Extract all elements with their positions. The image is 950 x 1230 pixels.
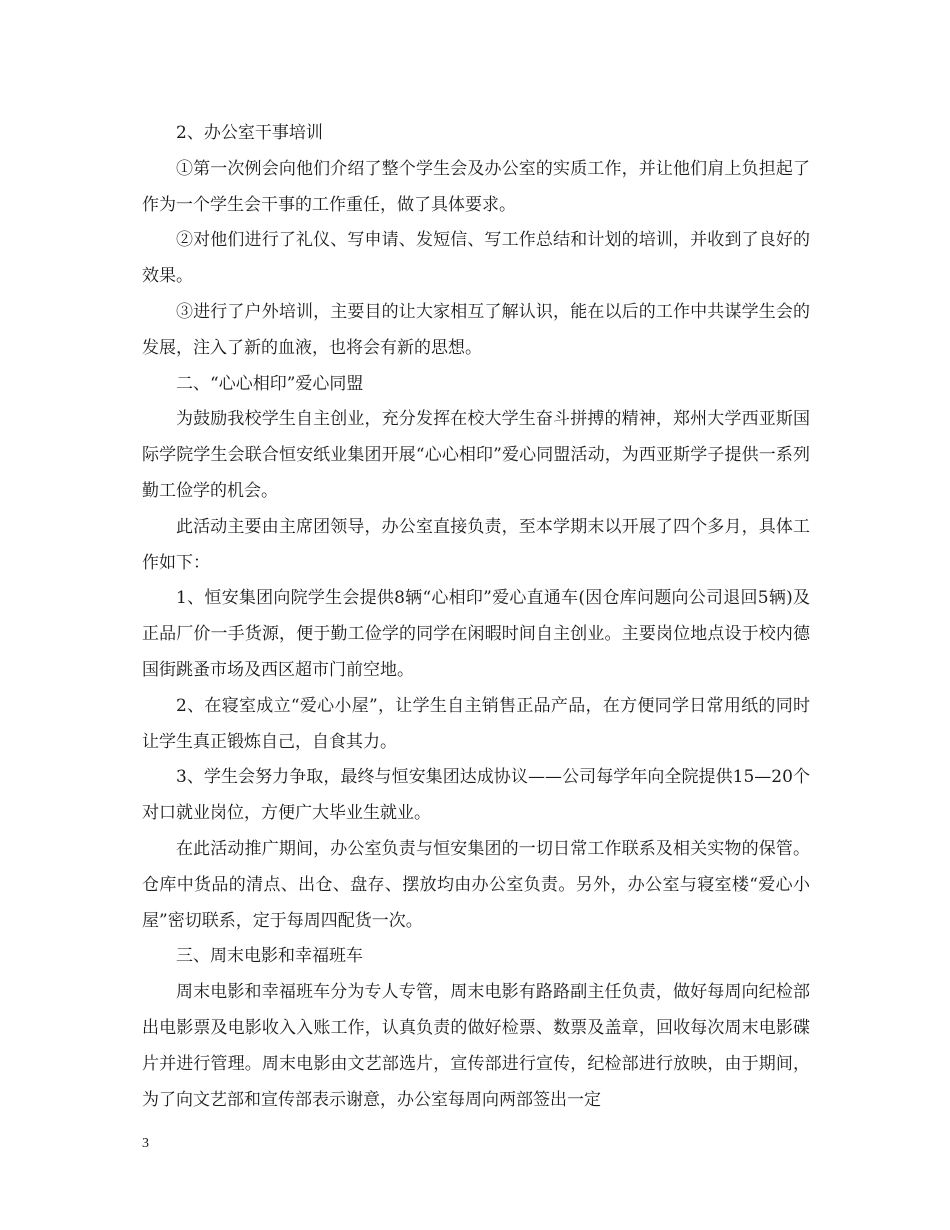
section-heading-weekend-movie: 三、周末电影和幸福班车 xyxy=(176,946,363,967)
paragraph: 在此活动推广期间，办公室负责与恒安集团的一切日常工作联系及相关实物的保管。仓库中货品的清点、出仓、盘存、摆放均由办公室负责。另外，办公室与寝室楼“爱心小屋”密切联系，定于每周四配货一次。 xyxy=(142,838,810,931)
section-heading-love-alliance: 二、“心心相印”爱心同盟 xyxy=(176,373,364,394)
paragraph: 3、学生会努力争取，最终与恒安集团达成协议——公司每学年向全院提供15—20个对口就业岗位，方便广大毕业生就业。 xyxy=(142,767,810,824)
paragraph: ②对他们进行了礼仪、写申请、发短信、写工作总结和计划的培训，并收到了良好的效果。 xyxy=(142,230,810,287)
paragraph: 周末电影和幸福班车分为专人专管，周末电影有路路副主任负责，做好每周向纪检部出电影票及电影收入入账工作，认真负责的做好检票、数票及盖章，回收每次周末电影碟片并进行管理。周末电影由文艺部选片，宣传部进行宣传，纪检部进行放映，由于期间，为了向文艺部和宣传部表示谢意，办公室每周向两部签出一定 xyxy=(142,982,810,1110)
paragraph: 此活动主要由主席团领导，办公室直接负责，至本学期末以开展了四个多月，具体工作如下： xyxy=(142,516,810,573)
paragraph: 为鼓励我校学生自主创业，充分发挥在校大学生奋斗拼搏的精神，郑州大学西亚斯国际学院学生会联合恒安纸业集团开展“心心相印”爱心同盟活动，为西亚斯学子提供一系列勤工俭学的机会。 xyxy=(142,409,810,501)
paragraph: 2、在寝室成立“爱心小屋”，让学生自主销售正品产品，在方便同学日常用纸的同时让学生真正锻炼自己，自食其力。 xyxy=(142,695,810,752)
page-number: 3 xyxy=(142,1136,149,1151)
paragraph: 1、恒安集团向院学生会提供8辆“心相印”爱心直通车(因仓库问题向公司退回5辆)及正品厂价一手货源，便于勤工俭学的同学在闲暇时间自主创业。主要岗位地点设于校内德国街跳蚤市场及西区超市门前空地。 xyxy=(142,588,810,680)
paragraph: ③进行了户外培训，主要目的让大家相互了解认识，能在以后的工作中共谋学生会的发展，注入了新的血液，也将会有新的思想。 xyxy=(142,301,810,358)
section-heading-office-staff-training: 2、办公室干事培训 xyxy=(176,123,323,143)
paragraph: ①第一次例会向他们介绍了整个学生会及办公室的实质工作，并让他们肩上负担起了作为一个学生会干事的工作重任，做了具体要求。 xyxy=(142,158,810,215)
body-text xyxy=(142,116,810,1118)
